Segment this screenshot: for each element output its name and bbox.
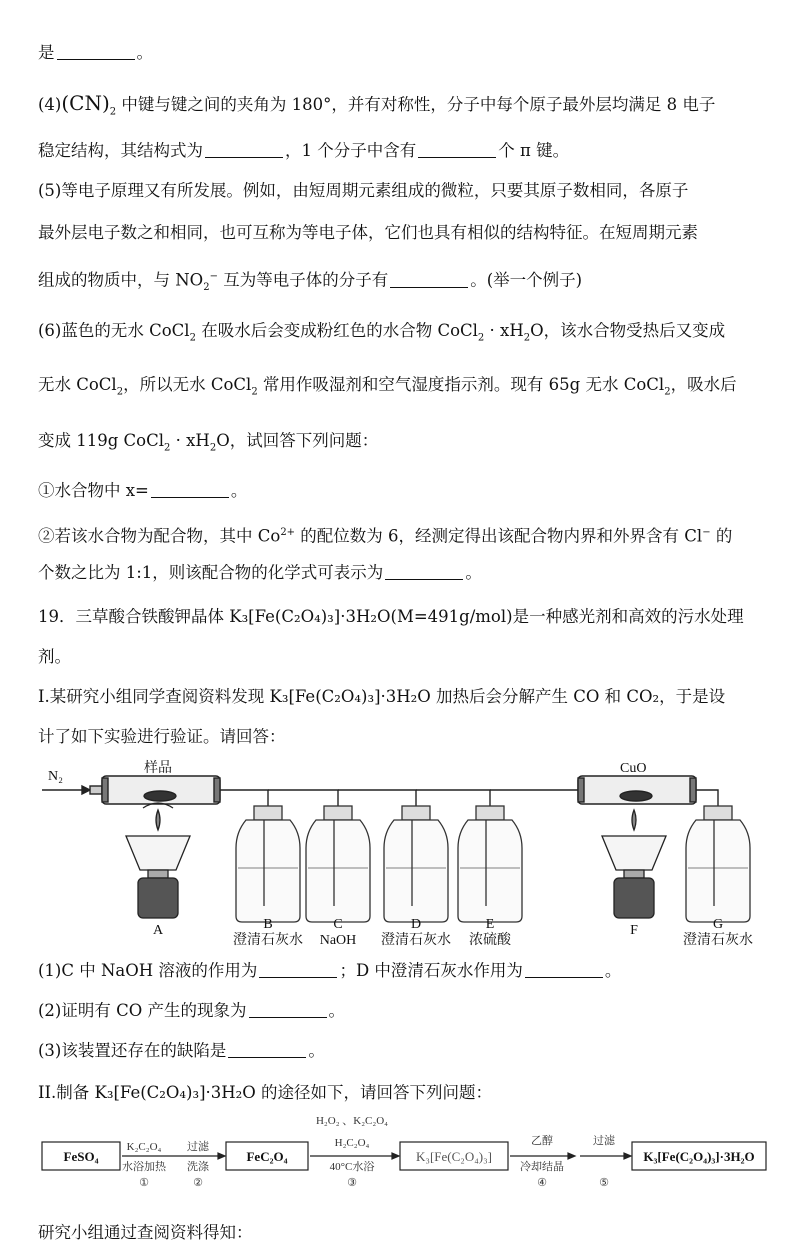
answer-blank[interactable]: [390, 271, 468, 288]
cuo-label: CuO: [620, 761, 647, 776]
q3-tail: 是 。: [38, 43, 153, 62]
box2-text: FeC₂O₄: [246, 1149, 288, 1164]
box3-text: K₃[Fe(C₂O₄)₃]: [416, 1149, 492, 1164]
q4-line2: 稳定结构，其结构式为 ，1 个分子中含有 个 π 键。: [38, 141, 570, 160]
step1: ①: [139, 1177, 149, 1189]
content-b: 澄清石灰水: [233, 933, 303, 948]
apparatus-diagram: [38, 758, 768, 948]
a3-top2: H₂C₂O₄: [334, 1137, 370, 1149]
answer-blank[interactable]: [249, 1001, 327, 1018]
q5-line1: (5)等电子原理又有所发展。例如，由短周期元素组成的微粒，只要其原子数相同，各原子: [38, 181, 689, 200]
q6-line3: 变成 119g CoCl$_2$ · $xH_2O$，试回答下列问题：: [38, 431, 379, 454]
q6-sub2: ②若该水合物为配合物，其中 $Co^{2+}$ 的配位数为 6，经测定得出该配合物内界和外界含有 Cl− 的: [38, 526, 733, 546]
q19-s1: (1)C 中 NaOH 溶液的作用为 ；D 中澄清石灰水作用为 。: [38, 961, 622, 980]
label-e: E: [485, 917, 495, 932]
a3-top1: H₂O₂ 、K₂C₂O₄: [315, 1115, 389, 1127]
answer-blank[interactable]: [418, 141, 496, 158]
q4-line1: $(4)(CN)_2$ 中键与键之间的夹角为 180°，并有对称性，分子中每个原子最外层均满足 8 电子: [38, 91, 716, 118]
a4-bot: 冷却结晶: [520, 1161, 564, 1173]
q6-line2: 无水 CoCl$_2$，所以无水 CoCl$_2$ 常用作吸湿剂和空气湿度指示剂。现有 65g 无水 CoCl$_2$，吸水后: [38, 375, 737, 398]
box1-text: FeSO₄: [63, 1149, 99, 1164]
a1-bot: 水浴加热: [122, 1161, 166, 1173]
a2-bot: 洗涤: [187, 1161, 209, 1173]
label-b: B: [263, 917, 273, 932]
q19-line2: 剂。: [38, 647, 71, 666]
burner-a: [126, 803, 190, 918]
label-g: G: [712, 917, 724, 932]
answer-blank[interactable]: [525, 961, 603, 978]
a3-bot: 40°C水浴: [329, 1161, 375, 1173]
a1-top: K₂C₂O₄: [126, 1141, 162, 1153]
preparation-flowchart: [38, 1114, 768, 1194]
a2-top: 过滤: [187, 1141, 209, 1153]
content-c: NaOH: [319, 933, 357, 948]
a5-top: 过滤: [593, 1135, 615, 1147]
a4-top: 乙醇: [531, 1135, 553, 1147]
step3: ③: [347, 1177, 357, 1189]
answer-blank[interactable]: [228, 1041, 306, 1058]
q19-line1: 19．三草酸合铁酸钾晶体 K₃[Fe(C₂O₄)₃]·3H₂O(M=491g/mol)是一种感光剂和高效的污水处理: [38, 607, 744, 626]
step5: ⑤: [599, 1177, 609, 1189]
sample-label: 样品: [144, 761, 172, 776]
label-f: F: [630, 923, 638, 938]
q6-sub1: ①水合物中 x= 。: [38, 481, 248, 500]
bottle-d: [384, 806, 448, 922]
last-line: 研究小组通过查阅资料得知：: [38, 1223, 253, 1242]
label-c: C: [333, 917, 343, 932]
q19-II: II.制备 K₃[Fe(C₂O₄)₃]·3H₂O 的途径如下，请回答下列问题：: [38, 1083, 493, 1102]
n2-label: N₂: [48, 769, 63, 784]
q19-s3: (3)该装置还存在的缺陷是 。: [38, 1041, 325, 1060]
q5-line2: 最外层电子数之和相同，也可互称为等电子体，它们也具有相似的结构特征。在短周期元素: [38, 223, 698, 242]
q6-sub2-cont: 个数之比为 1:1，则该配合物的化学式可表示为 。: [38, 563, 482, 582]
answer-blank[interactable]: [385, 563, 463, 580]
bottle-b: [236, 806, 300, 922]
answer-blank[interactable]: [151, 481, 229, 498]
bottle-e: [458, 806, 522, 922]
step4: ④: [537, 1177, 547, 1189]
q19-I-line2: 计了如下实验进行验证。请回答：: [38, 727, 286, 746]
q5-line3: 组成的物质中，与 $NO_2^-$ 互为等电子体的分子有 。(举一个例子): [38, 270, 583, 293]
answer-blank[interactable]: [57, 43, 135, 60]
burner-f: [602, 810, 666, 918]
content-d: 澄清石灰水: [381, 933, 451, 948]
answer-blank[interactable]: [259, 961, 337, 978]
content-g: 澄清石灰水: [683, 933, 753, 948]
bottle-g: [686, 806, 750, 922]
bottle-c: [306, 806, 370, 922]
label-a: A: [152, 923, 164, 938]
answer-blank[interactable]: [205, 141, 283, 158]
content-e: 浓硫酸: [469, 933, 511, 948]
q6-line1: (6)蓝色的无水 CoCl$_2$ 在吸水后会变成粉红色的水合物 CoCl$_2$ · $xH_2O$，该水合物受热后又变成: [38, 321, 726, 344]
q19-s2: (2)证明有 CO 产生的现象为 。: [38, 1001, 346, 1020]
step2: ②: [193, 1177, 203, 1189]
label-d: D: [410, 917, 422, 932]
box4-text: K₃[Fe(C₂O₄)₃]·3H₂O: [643, 1149, 755, 1164]
q19-I-line1: I.某研究小组同学查阅资料发现 K₃[Fe(C₂O₄)₃]·3H₂O 加热后会分解产生 CO 和 CO₂，于是设: [38, 687, 726, 706]
